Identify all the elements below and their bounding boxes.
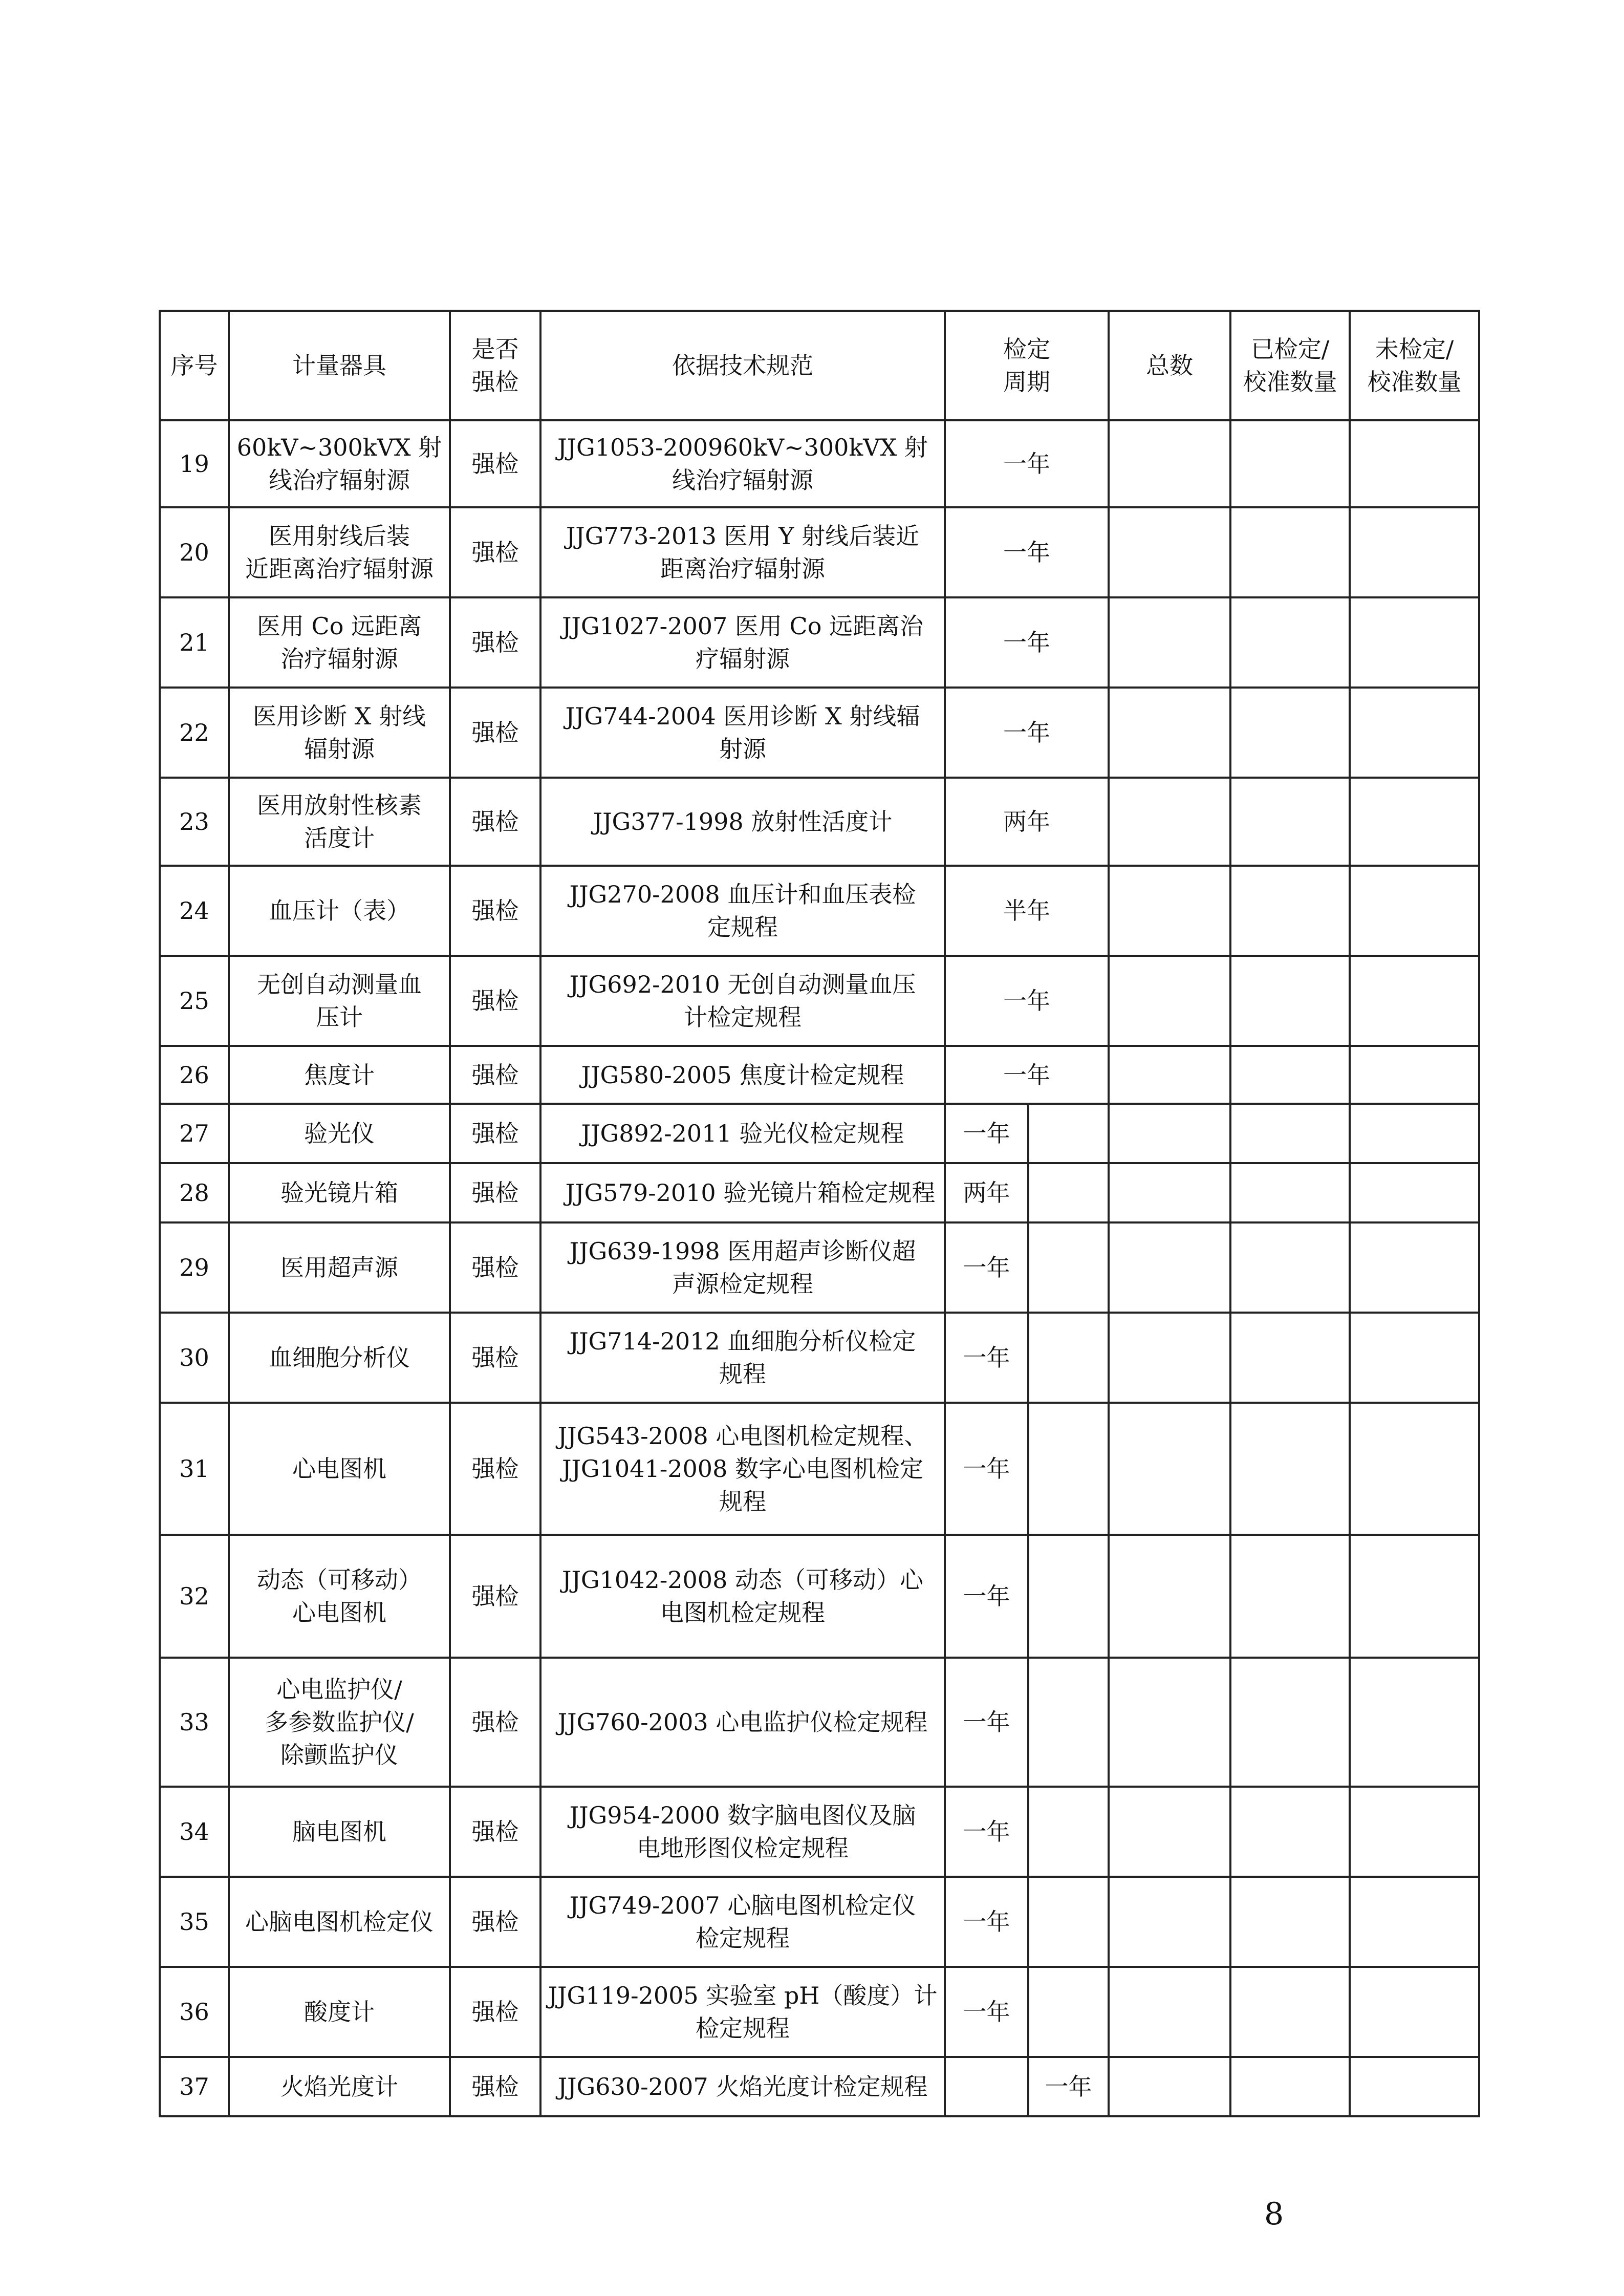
row-period: 一年 xyxy=(945,1104,1028,1163)
text-line: 计检定规程 xyxy=(684,1003,802,1031)
row-mandatory: 强检 xyxy=(450,688,540,778)
row-verified xyxy=(1230,1313,1350,1403)
text-line: 辐射源 xyxy=(304,735,375,763)
row-period: 一年 xyxy=(945,1535,1028,1658)
row-mandatory: 强检 xyxy=(450,1967,540,2057)
text-line: 定规程 xyxy=(707,913,778,941)
row-spec xyxy=(540,866,945,956)
row-unverified xyxy=(1350,1967,1479,2057)
row-verified xyxy=(1230,866,1350,956)
row-instrument xyxy=(229,1658,450,1787)
table-row xyxy=(160,2057,1479,2116)
text-line: JJG1041-2008 数字心电图机检定 xyxy=(562,1455,923,1483)
row-unverified xyxy=(1350,866,1479,956)
text-line: JJG744-2004 医用诊断 X 射线辐 xyxy=(565,702,920,730)
row-verified xyxy=(1230,2057,1350,2116)
text-line: 射源 xyxy=(719,735,766,763)
row-period: 半年 xyxy=(945,866,1109,956)
text-line: 距离治疗辐射源 xyxy=(660,555,825,583)
row-period: 一年 xyxy=(945,1046,1109,1104)
row-unverified xyxy=(1350,1222,1479,1313)
row-seq: 22 xyxy=(160,688,229,778)
row-period: 一年 xyxy=(945,1403,1028,1535)
header-verified: 已检定/ 校准数量 xyxy=(1230,311,1350,420)
row-mandatory: 强检 xyxy=(450,956,540,1046)
text-line: 验光仪 xyxy=(304,1120,375,1147)
row-spec xyxy=(540,507,945,597)
text-line: 血压计（表） xyxy=(269,897,410,925)
table-row xyxy=(160,507,1479,597)
row-period: 一年 xyxy=(945,1787,1028,1877)
row-period-extra xyxy=(1028,1403,1109,1535)
row-instrument xyxy=(229,1222,450,1313)
text-line: 心电图机 xyxy=(292,1455,386,1483)
text-line: 检定规程 xyxy=(696,1924,790,1952)
row-total xyxy=(1109,956,1230,1046)
row-verified xyxy=(1230,1787,1350,1877)
text-line: JJG630-2007 火焰光度计检定规程 xyxy=(557,2073,928,2100)
text-line: 治疗辐射源 xyxy=(280,645,398,673)
row-unverified xyxy=(1350,778,1479,866)
row-verified xyxy=(1230,1403,1350,1535)
row-mandatory: 强检 xyxy=(450,507,540,597)
row-instrument xyxy=(229,1877,450,1967)
row-unverified xyxy=(1350,507,1479,597)
row-period: 两年 xyxy=(945,1163,1028,1222)
row-spec xyxy=(540,1104,945,1163)
row-total xyxy=(1109,2057,1230,2116)
text-line: 医用超声源 xyxy=(280,1254,398,1281)
table-row xyxy=(160,1403,1479,1535)
text-line: JJG580-2005 焦度计检定规程 xyxy=(581,1061,904,1089)
row-spec xyxy=(540,1313,945,1403)
text-line: 电图机检定规程 xyxy=(660,1599,825,1626)
table-row xyxy=(160,866,1479,956)
table-body xyxy=(160,420,1479,2116)
table-row xyxy=(160,956,1479,1046)
text-line: 心电监护仪/ xyxy=(276,1676,402,1703)
header-instrument: 计量器具 xyxy=(229,311,450,420)
text-line: 血细胞分析仪 xyxy=(269,1344,410,1371)
text-line: 焦度计 xyxy=(304,1061,375,1089)
header-seq: 序号 xyxy=(160,311,229,420)
header-mandatory: 是否 强检 xyxy=(450,311,540,420)
row-instrument xyxy=(229,2057,450,2116)
row-verified xyxy=(1230,778,1350,866)
row-total xyxy=(1109,507,1230,597)
row-verified xyxy=(1230,688,1350,778)
row-unverified xyxy=(1350,1403,1479,1535)
row-period-extra xyxy=(1028,1967,1109,2057)
instrument-table xyxy=(159,310,1480,2117)
row-period-extra xyxy=(1028,1163,1109,1222)
row-unverified xyxy=(1350,1046,1479,1104)
row-seq: 33 xyxy=(160,1658,229,1787)
row-period: 一年 xyxy=(945,1967,1028,2057)
text-line: 动态（可移动） xyxy=(257,1566,422,1594)
row-period: 一年 xyxy=(945,688,1109,778)
header-row xyxy=(160,311,1479,420)
row-verified xyxy=(1230,507,1350,597)
row-instrument xyxy=(229,1535,450,1658)
page-number: 8 xyxy=(1264,2196,1284,2232)
text-line: 验光镜片箱 xyxy=(280,1179,398,1207)
row-unverified xyxy=(1350,1313,1479,1403)
text-line: JJG377-1998 放射性活度计 xyxy=(593,808,893,835)
text-line: JJG1027-2007 医用 Co 远距离治 xyxy=(561,612,924,640)
row-instrument xyxy=(229,597,450,688)
header-total: 总数 xyxy=(1109,311,1230,420)
row-instrument xyxy=(229,688,450,778)
row-unverified xyxy=(1350,956,1479,1046)
text-line: JJG1042-2008 动态（可移动）心 xyxy=(562,1566,923,1594)
row-mandatory: 强检 xyxy=(450,1222,540,1313)
row-seq: 28 xyxy=(160,1163,229,1222)
row-unverified xyxy=(1350,1877,1479,1967)
text-line: 60kV~300kVX 射 xyxy=(236,434,442,461)
row-spec xyxy=(540,1222,945,1313)
row-instrument xyxy=(229,1967,450,2057)
row-mandatory: 强检 xyxy=(450,1877,540,1967)
row-mandatory: 强检 xyxy=(450,1163,540,1222)
row-instrument xyxy=(229,1313,450,1403)
row-total xyxy=(1109,1222,1230,1313)
table-row xyxy=(160,1787,1479,1877)
row-total xyxy=(1109,1967,1230,2057)
row-total xyxy=(1109,1877,1230,1967)
row-seq: 31 xyxy=(160,1403,229,1535)
text-line: JJG1053-200960kV~300kVX 射 xyxy=(557,434,928,461)
row-total xyxy=(1109,420,1230,507)
text-line: JJG639-1998 医用超声诊断仪超 xyxy=(569,1237,916,1265)
text-line: 心电图机 xyxy=(292,1599,386,1626)
table-row xyxy=(160,420,1479,507)
row-total xyxy=(1109,778,1230,866)
row-unverified xyxy=(1350,1104,1479,1163)
row-seq: 35 xyxy=(160,1877,229,1967)
row-verified xyxy=(1230,1104,1350,1163)
text-line: 活度计 xyxy=(304,824,375,852)
text-line: 医用放射性核素 xyxy=(257,791,422,819)
row-seq: 29 xyxy=(160,1222,229,1313)
row-verified xyxy=(1230,1046,1350,1104)
text-line: 近距离治疗辐射源 xyxy=(245,555,434,583)
row-mandatory: 强检 xyxy=(450,1104,540,1163)
row-seq: 27 xyxy=(160,1104,229,1163)
row-total xyxy=(1109,1163,1230,1222)
text-line: JJG579-2010 验光镜片箱检定规程 xyxy=(565,1179,936,1207)
row-instrument xyxy=(229,1163,450,1222)
row-seq: 19 xyxy=(160,420,229,507)
text-line: JJG749-2007 心脑电图机检定仪 xyxy=(569,1892,916,1919)
row-period: 一年 xyxy=(945,597,1109,688)
row-mandatory: 强检 xyxy=(450,2057,540,2116)
table-row xyxy=(160,688,1479,778)
row-seq: 23 xyxy=(160,778,229,866)
text-line: 脑电图机 xyxy=(292,1818,386,1846)
text-line: 线治疗辐射源 xyxy=(269,466,410,494)
row-seq: 30 xyxy=(160,1313,229,1403)
row-period-extra xyxy=(1028,1877,1109,1967)
text-line: JJG543-2008 心电图机检定规程、 xyxy=(557,1422,928,1450)
row-period: 一年 xyxy=(945,956,1109,1046)
row-period: 一年 xyxy=(945,420,1109,507)
row-period: 一年 xyxy=(1028,2057,1109,2116)
row-mandatory: 强检 xyxy=(450,420,540,507)
row-spec xyxy=(540,956,945,1046)
row-verified xyxy=(1230,1877,1350,1967)
header-period: 检定 周期 xyxy=(945,311,1109,420)
text-line: 除颤监护仪 xyxy=(280,1741,398,1769)
row-spec xyxy=(540,1787,945,1877)
text-line: 酸度计 xyxy=(304,1998,375,2026)
row-period: 两年 xyxy=(945,778,1109,866)
row-mandatory: 强检 xyxy=(450,1046,540,1104)
row-unverified xyxy=(1350,1658,1479,1787)
text-line: 心脑电图机检定仪 xyxy=(245,1908,434,1936)
row-mandatory: 强检 xyxy=(450,1658,540,1787)
row-spec xyxy=(540,688,945,778)
row-total xyxy=(1109,597,1230,688)
row-verified xyxy=(1230,1222,1350,1313)
row-seq: 24 xyxy=(160,866,229,956)
row-verified xyxy=(1230,1967,1350,2057)
row-total xyxy=(1109,688,1230,778)
row-seq: 36 xyxy=(160,1967,229,2057)
row-verified xyxy=(1230,1535,1350,1658)
text-line: JJG714-2012 血细胞分析仪检定 xyxy=(569,1327,916,1355)
row-total xyxy=(1109,1787,1230,1877)
text-line: 规程 xyxy=(719,1360,766,1388)
row-verified xyxy=(1230,420,1350,507)
row-period-extra xyxy=(1028,1787,1109,1877)
row-instrument xyxy=(229,1787,450,1877)
row-total xyxy=(1109,1046,1230,1104)
text-line: JJG760-2003 心电监护仪检定规程 xyxy=(557,1708,928,1736)
table-row xyxy=(160,778,1479,866)
header-unverified: 未检定/ 校准数量 xyxy=(1350,311,1479,420)
text-line: 声源检定规程 xyxy=(672,1270,813,1298)
text-line: 火焰光度计 xyxy=(280,2073,398,2100)
row-mandatory: 强检 xyxy=(450,1535,540,1658)
row-instrument xyxy=(229,420,450,507)
row-period-extra xyxy=(1028,1313,1109,1403)
table-row xyxy=(160,1104,1479,1163)
row-mandatory: 强检 xyxy=(450,1403,540,1535)
text-line: 医用诊断 X 射线 xyxy=(253,702,426,730)
table-row xyxy=(160,1967,1479,2057)
row-total xyxy=(1109,866,1230,956)
row-seq: 25 xyxy=(160,956,229,1046)
row-instrument xyxy=(229,866,450,956)
row-total xyxy=(1109,1104,1230,1163)
row-spec xyxy=(540,1877,945,1967)
row-seq: 26 xyxy=(160,1046,229,1104)
row-spec xyxy=(540,420,945,507)
row-period-extra xyxy=(1028,1104,1109,1163)
row-verified xyxy=(1230,597,1350,688)
text-line: 压计 xyxy=(316,1003,363,1031)
row-total xyxy=(1109,1535,1230,1658)
row-mandatory: 强检 xyxy=(450,597,540,688)
row-seq: 37 xyxy=(160,2057,229,2116)
row-instrument xyxy=(229,1104,450,1163)
table-row xyxy=(160,1046,1479,1104)
row-period: 一年 xyxy=(945,1877,1028,1967)
text-line: JJG119-2005 实验室 pH（酸度）计 xyxy=(548,1982,938,2009)
row-period: 一年 xyxy=(945,1222,1028,1313)
row-verified xyxy=(1230,956,1350,1046)
row-seq: 20 xyxy=(160,507,229,597)
row-period-extra xyxy=(945,2057,1028,2116)
row-unverified xyxy=(1350,1163,1479,1222)
text-line: JJG692-2010 无创自动测量血压 xyxy=(569,971,916,998)
row-spec xyxy=(540,1535,945,1658)
table-row xyxy=(160,1313,1479,1403)
text-line: JJG892-2011 验光仪检定规程 xyxy=(581,1120,904,1147)
row-verified xyxy=(1230,1163,1350,1222)
row-spec xyxy=(540,1046,945,1104)
text-line: 规程 xyxy=(719,1488,766,1515)
row-period: 一年 xyxy=(945,1658,1028,1787)
row-unverified xyxy=(1350,597,1479,688)
table-row xyxy=(160,1877,1479,1967)
table-row xyxy=(160,1222,1479,1313)
row-seq: 21 xyxy=(160,597,229,688)
row-unverified xyxy=(1350,688,1479,778)
text-line: 多参数监护仪/ xyxy=(265,1708,414,1736)
row-spec xyxy=(540,1403,945,1535)
text-line: 医用射线后装 xyxy=(269,522,410,550)
row-instrument xyxy=(229,956,450,1046)
row-mandatory: 强检 xyxy=(450,778,540,866)
row-period: 一年 xyxy=(945,1313,1028,1403)
text-line: JJG270-2008 血压计和血压表检 xyxy=(569,881,916,908)
row-total xyxy=(1109,1403,1230,1535)
row-spec xyxy=(540,2057,945,2116)
table-row xyxy=(160,1163,1479,1222)
row-instrument xyxy=(229,778,450,866)
row-mandatory: 强检 xyxy=(450,1313,540,1403)
row-instrument xyxy=(229,507,450,597)
row-spec xyxy=(540,778,945,866)
row-period-extra xyxy=(1028,1535,1109,1658)
text-line: 疗辐射源 xyxy=(696,645,790,673)
text-line: JJG954-2000 数字脑电图仪及脑 xyxy=(569,1801,916,1829)
row-unverified xyxy=(1350,420,1479,507)
row-total xyxy=(1109,1658,1230,1787)
row-instrument xyxy=(229,1403,450,1535)
text-line: 电地形图仪检定规程 xyxy=(637,1834,849,1862)
text-line: 医用 Co 远距离 xyxy=(256,612,422,640)
row-period-extra xyxy=(1028,1658,1109,1787)
row-instrument xyxy=(229,1046,450,1104)
text-line: JJG773-2013 医用 Y 射线后装近 xyxy=(566,522,920,550)
table-row xyxy=(160,597,1479,688)
row-period: 一年 xyxy=(945,507,1109,597)
row-unverified xyxy=(1350,1535,1479,1658)
table-row xyxy=(160,1658,1479,1787)
row-spec xyxy=(540,1967,945,2057)
header-spec: 依据技术规范 xyxy=(540,311,945,420)
row-unverified xyxy=(1350,2057,1479,2116)
row-seq: 34 xyxy=(160,1787,229,1877)
row-mandatory: 强检 xyxy=(450,1787,540,1877)
table-row xyxy=(160,1535,1479,1658)
row-unverified xyxy=(1350,1787,1479,1877)
row-spec xyxy=(540,1658,945,1787)
row-seq: 32 xyxy=(160,1535,229,1658)
row-spec xyxy=(540,1163,945,1222)
text-line: 无创自动测量血 xyxy=(257,971,422,998)
text-line: 线治疗辐射源 xyxy=(672,466,813,494)
row-mandatory: 强检 xyxy=(450,866,540,956)
row-period-extra xyxy=(1028,1222,1109,1313)
text-line: 检定规程 xyxy=(696,2014,790,2042)
row-total xyxy=(1109,1313,1230,1403)
row-spec xyxy=(540,597,945,688)
row-verified xyxy=(1230,1658,1350,1787)
